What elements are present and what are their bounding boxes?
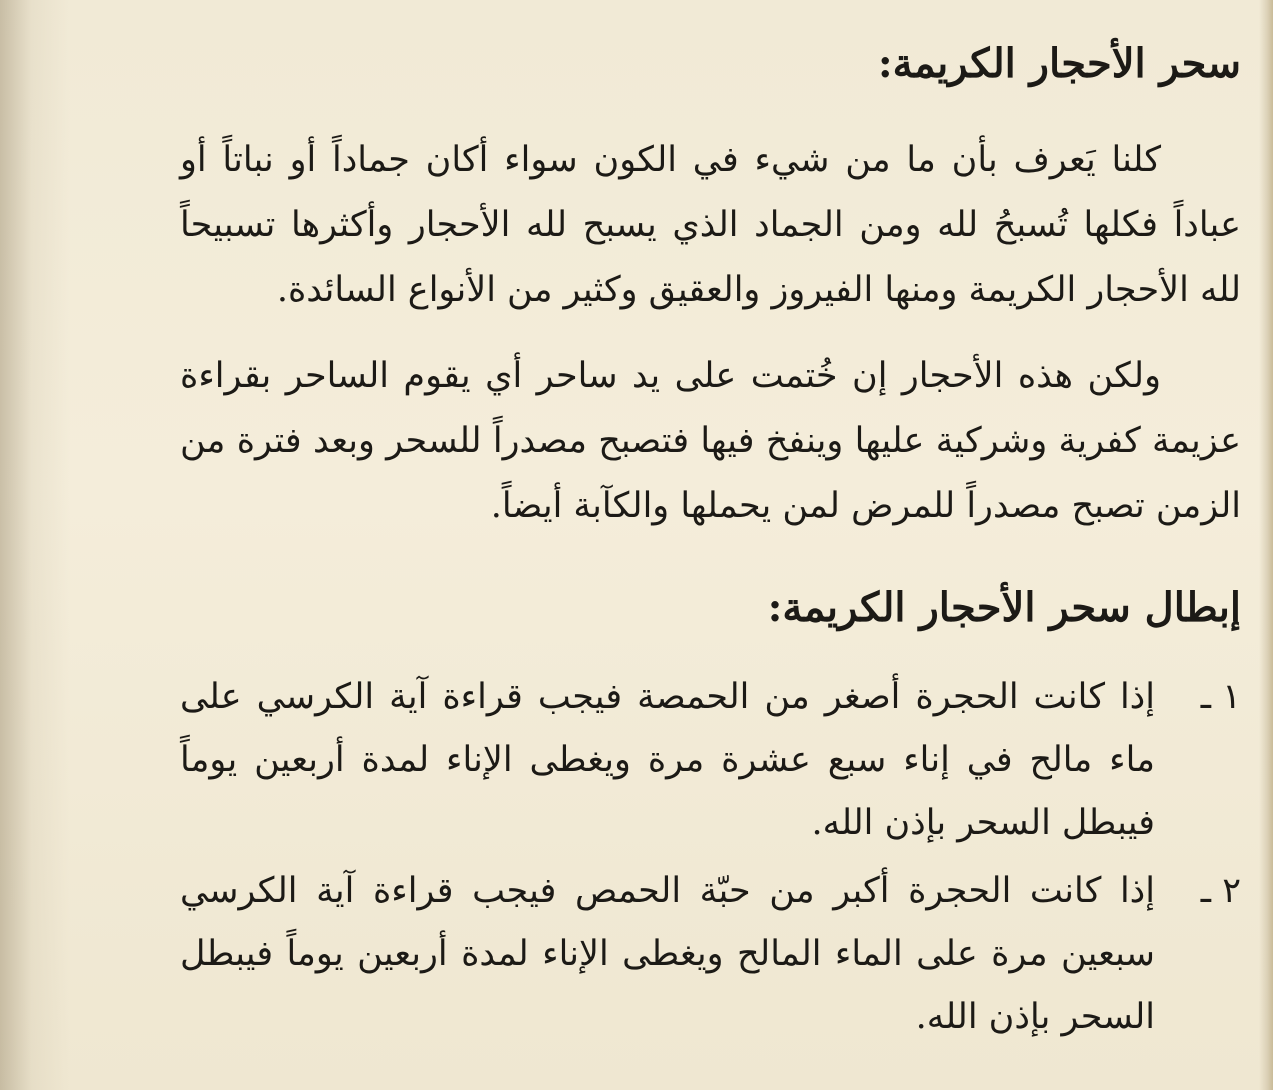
list-item: [180, 666, 1241, 855]
list-item-text: إذا كانت الحجرة أكبر من حبّة الحمص فيجب قراءة آية الكرسي سبعين مرة على الماء المالح ويغطى الإناء لمدة أربعين يوماً فيبطل السحر بإذن الله.: [180, 871, 1155, 1037]
list-item-number: ٢ ـ: [1200, 871, 1241, 911]
list-item: [180, 860, 1241, 1049]
list-item-text: إذا كانت الحجرة أصغر من الحمصة فيجب قراءة آية الكرسي على ماء مالح في إناء سبع عشرة مرة ويغطى الإناء لمدة أربعين يوماً فيبطل السحر بإذن الله.: [180, 677, 1155, 843]
section-title-nullify-magic: إبطال سحر الأحجار الكريمة:: [767, 584, 1241, 631]
page-edge: [1259, 0, 1273, 1090]
paragraph-magician-stones: ولكن هذه الأحجار إن خُتمت على يد ساحر أي يقوم الساحر بقراءة عزيمة كفرية وشركية عليها وينفخ فيها فتصبح مصدراً للسحر وبعد فترة من الزمن تصبح مصدراً للمرض لمن يحملها والكآبة أيضاً.: [180, 356, 1241, 526]
section-title-gemstone-magic: سحر الأحجار الكريمة:: [877, 40, 1241, 87]
paragraph-intro: كلنا يَعرف بأن ما من شيء في الكون سواء أكان جماداً أو نباتاً أو عباداً فكلها تُسبحُ لله ومن الجماد الذي يسبح لله الأحجار وأكثرها تسبيحاً لله الأحجار الكريمة ومنها الفيروز والعقيق وكثير من الأنواع السائدة.: [180, 140, 1241, 310]
page-gutter-shadow: [0, 0, 70, 1090]
list-item-number: ١ ـ: [1200, 677, 1241, 717]
